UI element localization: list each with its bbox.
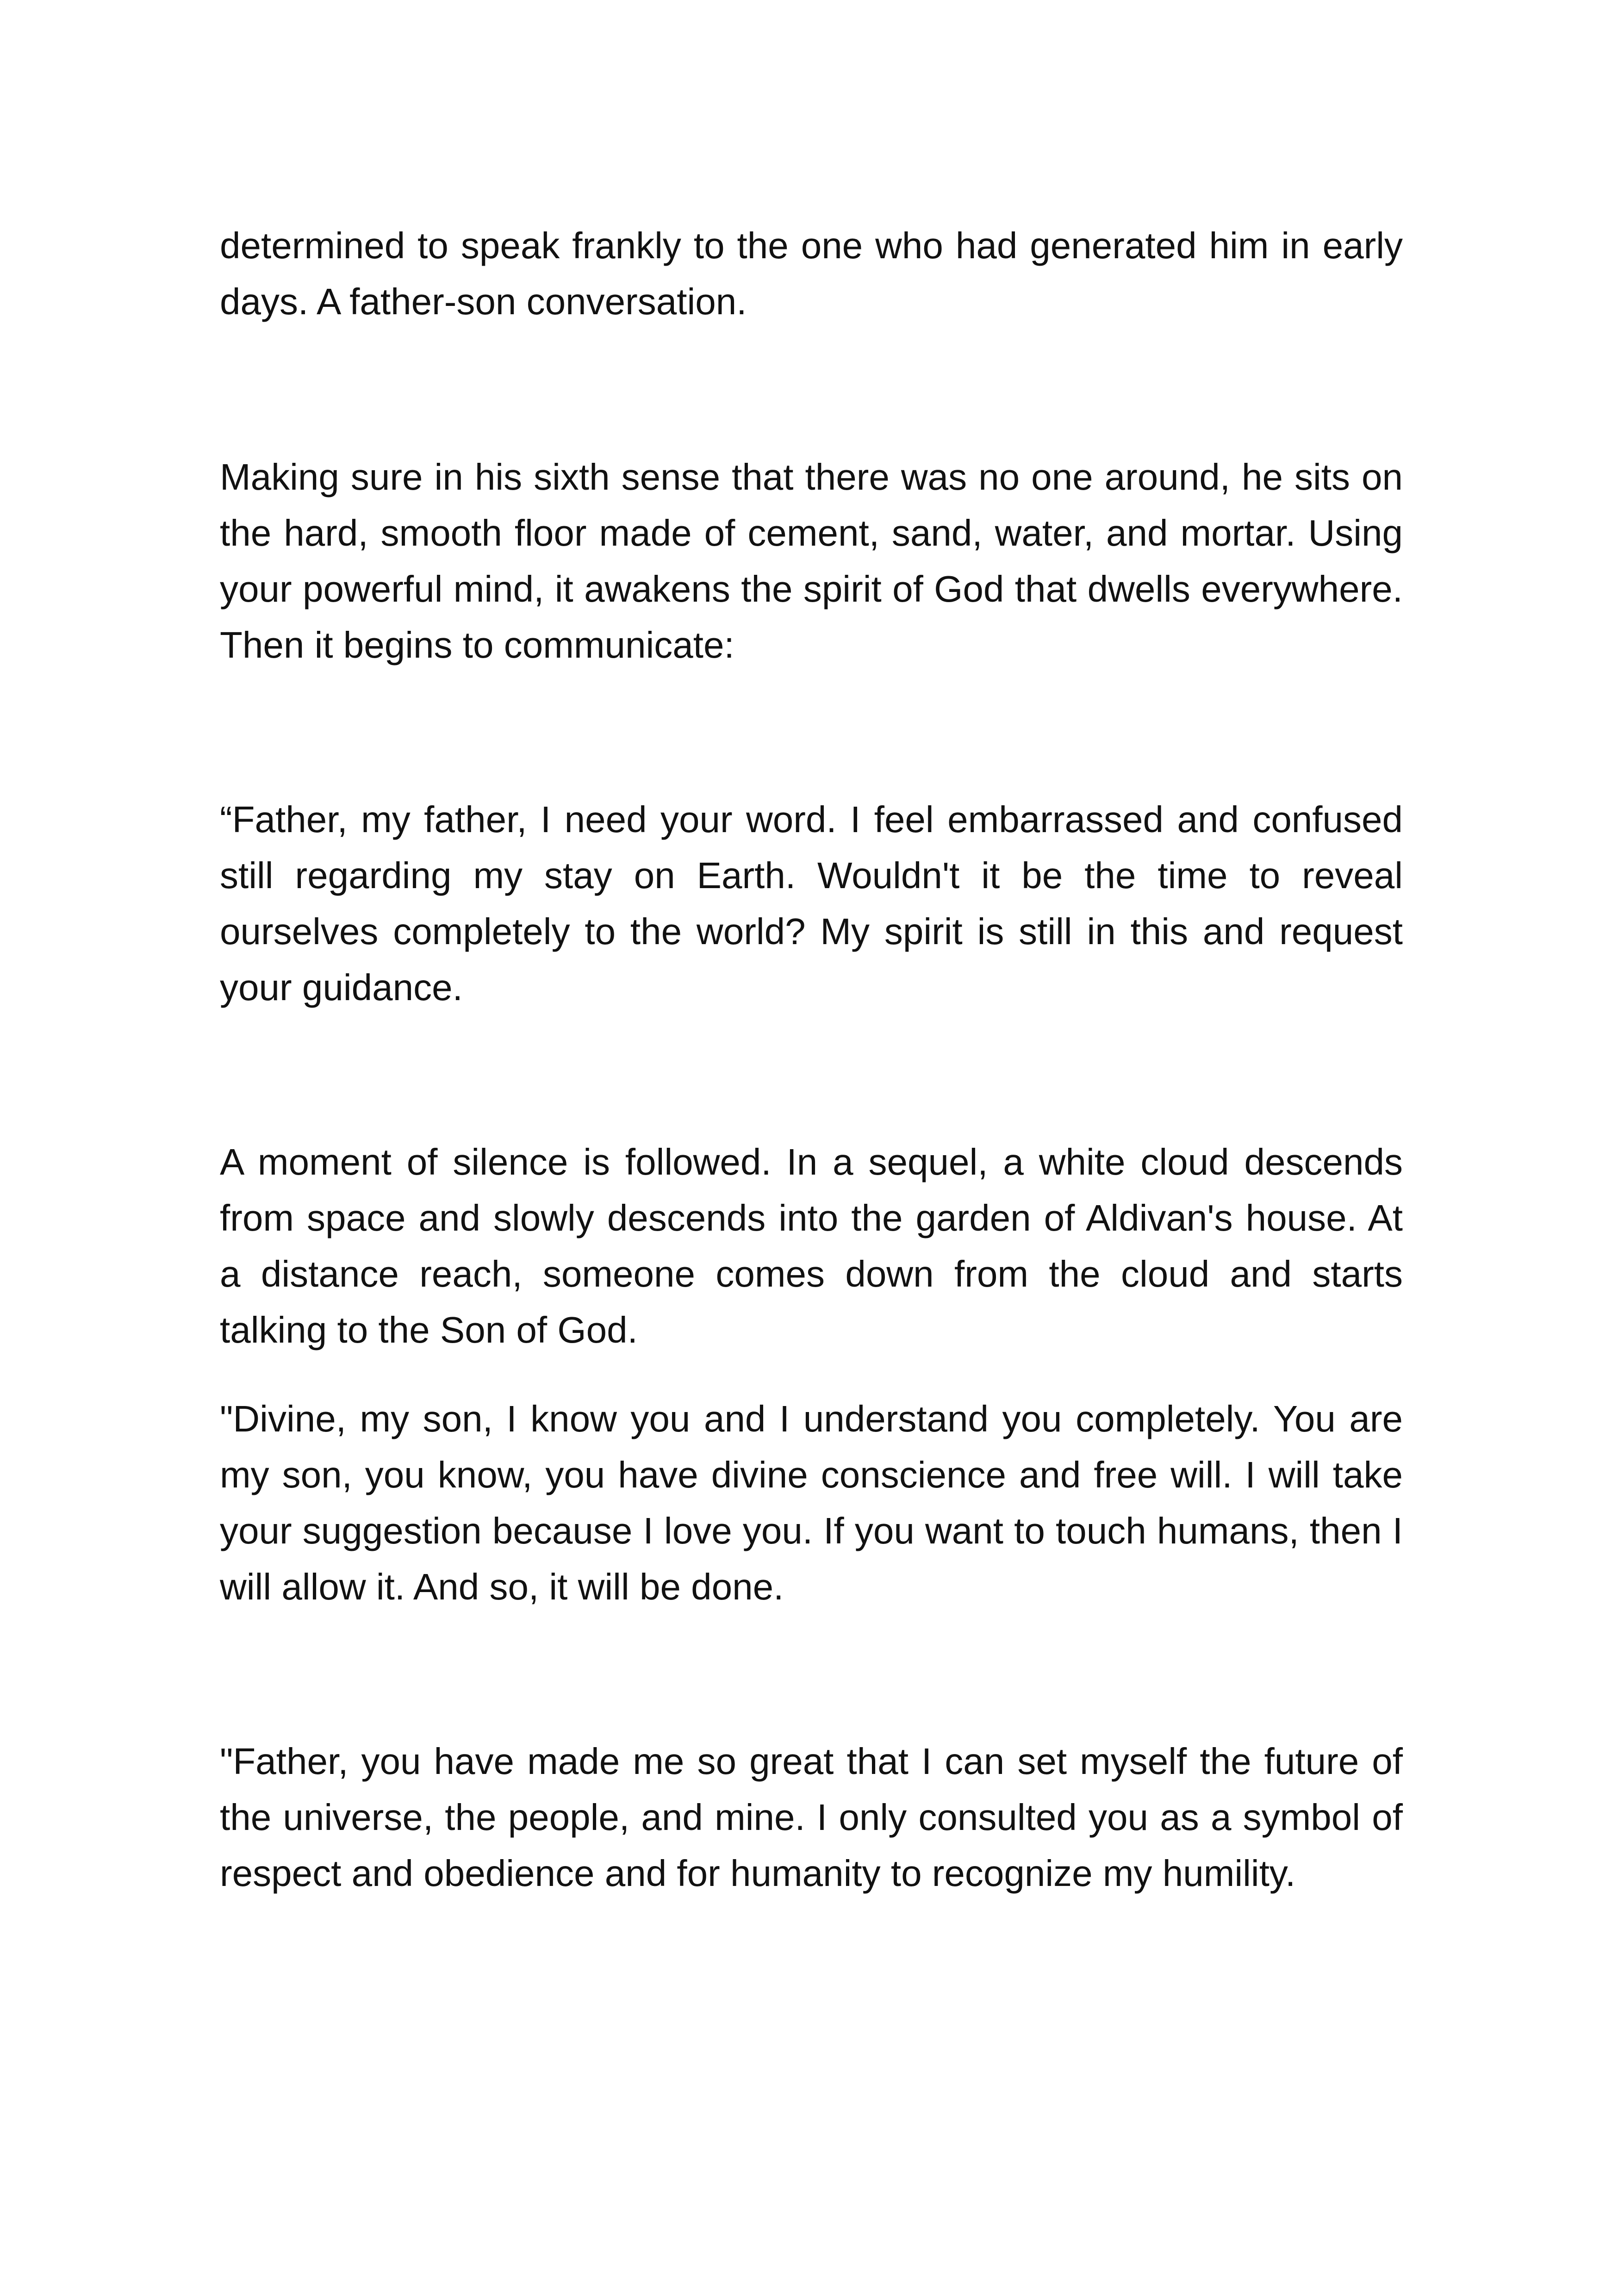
paragraph-3: “Father, my father, I need your word. I feel embarrassed and confused still regarding my stay on Earth. Wouldn't it be the time to reveal ourselves completely to the world? My spirit is still in this and request your guidance. [220, 799, 1403, 1008]
paragraph-4: A moment of silence is followed. In a sequel, a white cloud descends from space and slowly descends into the garden of Aldivan's house. At a distance reach, someone comes down from the cloud and starts talking to the Son of God. [220, 1141, 1403, 1350]
paragraph-5: "Divine, my son, I know you and I understand you completely. You are my son, you know, you have divine conscience and free will. I will take your suggestion because I love you. If you want to touch humans, then I will allow it. And so, it will be done. [220, 1398, 1403, 1607]
paragraph-1: determined to speak frankly to the one who had generated him in early days. A father-son conversation. [220, 225, 1403, 322]
paragraph-6: "Father, you have made me so great that I can set myself the future of the universe, the people, and mine. I only consulted you as a symbol of respect and obedience and for humanity to recognize my humility. [220, 1741, 1403, 1894]
paragraph-2: Making sure in his sixth sense that there was no one around, he sits on the hard, smooth floor made of cement, sand, water, and mortar. Using your powerful mind, it awakens the spirit of God that dwells everywhere. Then it begins to communicate: [220, 456, 1403, 666]
